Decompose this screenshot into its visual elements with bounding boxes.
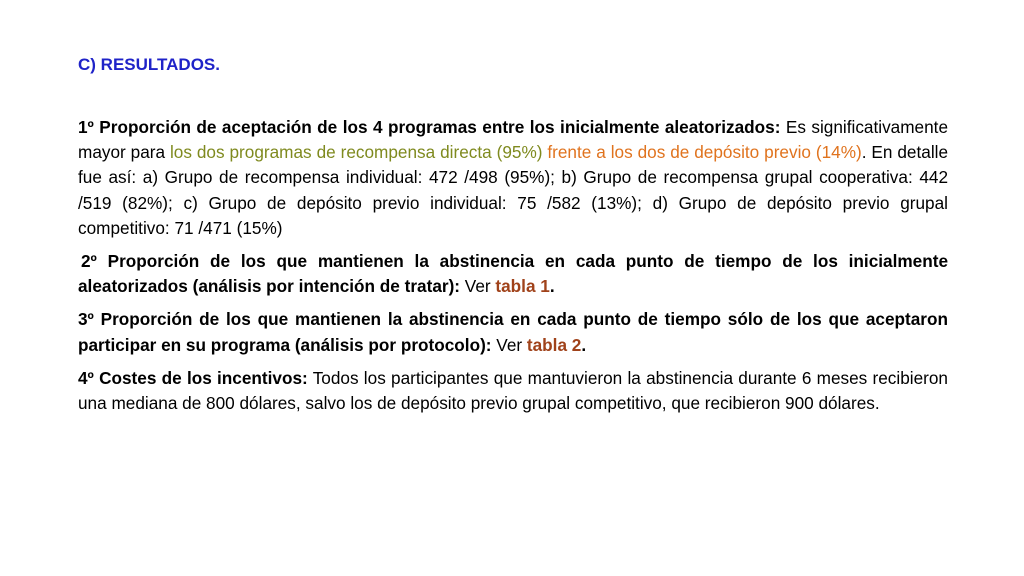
- highlight-deposit: frente a los dos de depósito previo (14%): [542, 142, 862, 163]
- tabla-2-link[interactable]: tabla 2: [526, 334, 582, 355]
- result-2-text: Ver: [460, 276, 496, 297]
- highlight-direct-reward: los dos programas de recompensa directa (95%): [169, 142, 543, 163]
- result-2-end: .: [549, 276, 555, 297]
- result-1-detail: . En detalle fue así: a) Grupo de recompensa individual: 472 /498 (95%); b) Grupo de recompensa grupal cooperativa: 442 /519 (82%); c) Grupo de depósito previo individual: 75 /582 (13%); d) Grupo de depósito previo grupal competitivo: 71 /471 (15%): [78, 142, 949, 238]
- result-1-title: 1º Proporción de aceptación de los 4 programas entre los inicialmente aleatorizados:: [78, 117, 781, 137]
- section-heading: C) RESULTADOS.: [78, 55, 220, 74]
- result-4-text: Todos los participantes que mantuvieron la abstinencia durante 6 meses recibieron una mediana de 800 dólares, salvo los de depósito previo grupal competitivo, que recibieron 900 dólares.: [78, 367, 948, 414]
- result-2-title: 2º Proporción de los que mantienen la abstinencia en cada punto de tiempo de los inicialmente aleatorizados (análisis por intención de tratar):: [78, 251, 948, 297]
- result-3-text: Ver: [491, 334, 527, 355]
- result-paragraph-2: [78, 249, 948, 299]
- result-4-title: 4º Costes de los incentivos:: [78, 367, 308, 388]
- tabla-1-link[interactable]: tabla 1: [495, 276, 550, 297]
- result-3-title: 3º Proporción de los que mantienen la abstinencia en cada punto de tiempo sólo de los que aceptaron participar en su programa (análisis por protocolo):: [78, 309, 948, 355]
- result-paragraph-1: [78, 115, 948, 241]
- result-1-text: Es significativamente mayor para: [78, 117, 949, 163]
- result-paragraph-3: [78, 307, 948, 357]
- result-3-end: .: [581, 334, 587, 355]
- result-paragraph-4: [78, 366, 948, 416]
- results-body: [78, 115, 948, 424]
